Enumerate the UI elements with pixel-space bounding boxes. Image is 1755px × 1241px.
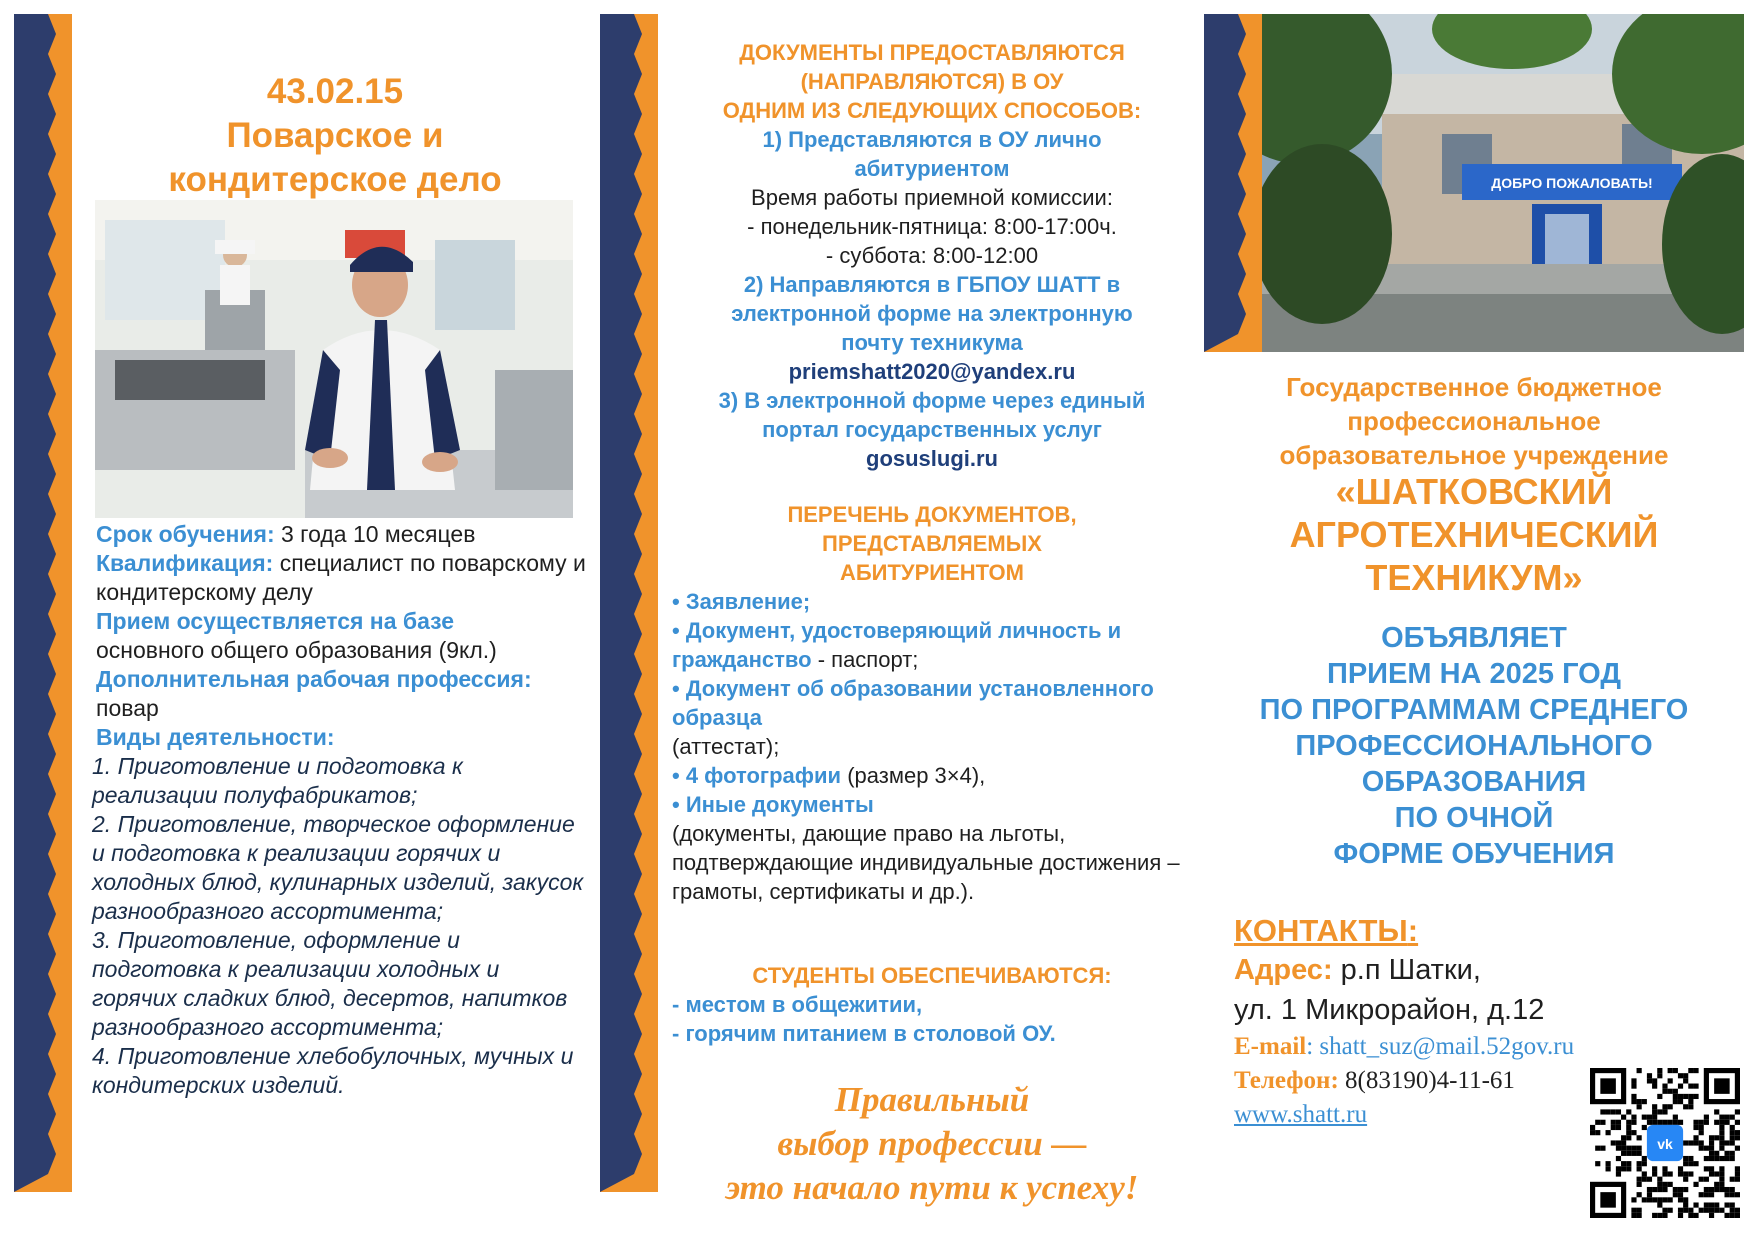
announcement-line4: ПРОФЕССИОНАЛЬНОГО: [1295, 730, 1653, 762]
address-label: Адрес:: [1234, 954, 1333, 986]
study-duration-label: Срок обучения:: [96, 521, 275, 547]
way1-line1: 1) Представляются в ОУ лично: [762, 127, 1102, 152]
address-line2: ул. 1 Микрорайон, д.12: [1234, 994, 1545, 1026]
document-item-other: • Иные документы: [672, 792, 874, 817]
hours-weekdays: - понедельник-пятница: 8:00-17:00ч.: [747, 214, 1117, 239]
hours-saturday: - суббота: 8:00-12:00: [825, 243, 1039, 268]
email-label: E-mail: [1234, 1033, 1307, 1060]
building-sign: ДОБРО ПОЖАЛОВАТЬ!: [1491, 175, 1653, 191]
admission-base-label: Прием осуществляется на базе: [96, 608, 455, 634]
admission-email[interactable]: priemshatt2020@yandex.ru: [788, 359, 1076, 384]
decorative-stripe-right: [1204, 14, 1262, 352]
kitchen-photo-icon: [95, 200, 573, 518]
documents-list-section: [672, 500, 1192, 906]
institution-type-line1: Государственное бюджетное: [1286, 372, 1662, 402]
institution-name-line1: «ШАТКОВСКИЙ: [1335, 471, 1613, 512]
way2-line2: электронной форме на электронную: [731, 301, 1133, 326]
motto-line1: Правильный: [834, 1080, 1030, 1119]
qr-code-icon[interactable]: [1590, 1068, 1740, 1218]
kitchen-photo: [95, 200, 573, 518]
document-item-education: • Документ об образовании установленного образца: [672, 676, 1154, 730]
way1-line2: абитуриентом: [854, 156, 1010, 181]
specialty-info: [92, 520, 586, 1100]
contacts-colon: :: [1407, 913, 1419, 948]
provision-heading: СТУДЕНТЫ ОБЕСПЕЧИВАЮТСЯ:: [752, 963, 1112, 988]
announcement-line2: ПРИЕМ НА 2025 ГОД: [1327, 658, 1621, 690]
way2-line1: 2) Направляются в ГБПОУ ШАТТ в: [743, 272, 1121, 297]
decorative-stripe-middle: [600, 14, 658, 1192]
document-item-education-note: (аттестат);: [672, 734, 780, 759]
institution-type: [1204, 370, 1744, 472]
submission-heading-line2: (НАПРАВЛЯЮТСЯ) В ОУ: [800, 69, 1064, 94]
specialty-code: 43.02.15: [266, 72, 404, 111]
contacts-heading: [1234, 912, 1744, 950]
documents-heading-line1: ПЕРЕЧЕНЬ ДОКУМЕНТОВ,: [787, 502, 1077, 527]
hours-title: Время работы приемной комиссии:: [751, 185, 1113, 210]
submission-heading-line3: ОДНИМ ИЗ СЛЕДУЮЩИХ СПОСОБОВ:: [722, 98, 1142, 123]
specialty-heading: [90, 70, 580, 202]
documents-heading-line2: ПРЕДСТАВЛЯЕМЫХ: [822, 531, 1042, 556]
building-photo: [1262, 14, 1744, 352]
activity-item: 1. Приготовление и подготовка к реализации полуфабрикатов;: [92, 753, 463, 808]
address-line1: р.п Шатки,: [1332, 954, 1481, 986]
document-item-identity-note: - паспорт;: [811, 647, 919, 672]
portal-link[interactable]: gosuslugi.ru: [866, 446, 998, 471]
announcement-line7: ФОРМЕ ОБУЧЕНИЯ: [1333, 838, 1615, 870]
study-duration-value: 3 года 10 месяцев: [274, 521, 476, 547]
provision-dormitory: - местом в общежитии,: [672, 992, 923, 1017]
decorative-stripe-left: [14, 14, 72, 1192]
students-provision-section: [672, 961, 1192, 1048]
motto-line2: выбор профессии —: [777, 1124, 1087, 1163]
extra-profession-value: повар: [96, 695, 159, 721]
document-item-identity: • Документ, удостоверяющий личность и гражданство: [672, 618, 1122, 672]
provision-meals: - горячим питанием в столовой ОУ.: [672, 1021, 1056, 1046]
qualification-value: специалист по поварскому и кондитерскому делу: [96, 550, 586, 605]
email-value[interactable]: : shatt_suz@mail.52gov.ru: [1306, 1033, 1575, 1060]
specialty-title-line1: Поварское и: [226, 116, 444, 155]
submission-heading-line1: ДОКУМЕНТЫ ПРЕДОСТАВЛЯЮТСЯ: [739, 40, 1125, 65]
admission-announcement: [1204, 620, 1744, 872]
institution-name-line3: ТЕХНИКУМ»: [1365, 557, 1583, 598]
website-link[interactable]: www.shatt.ru: [1234, 1101, 1368, 1128]
way3-line1: 3) В электронной форме через единый: [718, 388, 1146, 413]
document-item-photos: • 4 фотографии: [672, 763, 842, 788]
motto-line3: это начало пути к успеху!: [725, 1168, 1139, 1207]
announcement-line1: ОБЪЯВЛЯЕТ: [1381, 622, 1567, 654]
activity-item: 3. Приготовление, оформление и подготовка к реализации холодных и горячих сладких блюд, десертов, напитков разнообразного ассортимента;: [92, 927, 568, 1040]
documents-heading-line3: АБИТУРИЕНТОМ: [839, 560, 1024, 585]
phone-value: 8(83190)4-11-61: [1338, 1067, 1515, 1094]
svg-text:vk: vk: [1657, 1136, 1673, 1152]
announcement-line5: ОБРАЗОВАНИЯ: [1361, 766, 1587, 798]
building-photo-icon: [1262, 14, 1744, 352]
phone-label: Телефон:: [1234, 1067, 1339, 1094]
document-item-other-note: (документы, дающие право на льготы, подтверждающие индивидуальные достижения – грамоты, сертификаты и др.).: [672, 821, 1180, 904]
activity-item: 2. Приготовление, творческое оформление и подготовка к реализации горячих и холодных блюд, кулинарных изделий, закусок разнообразного ассортимента;: [92, 811, 584, 924]
institution-type-line3: образовательное учреждение: [1279, 440, 1669, 470]
institution-name-line2: АГРОТЕХНИЧЕСКИЙ: [1289, 514, 1659, 555]
institution-name: [1204, 470, 1744, 599]
admission-base-value: основного общего образования (9кл.): [96, 637, 497, 663]
announcement-line3: ПО ПРОГРАММАМ СРЕДНЕГО: [1259, 694, 1689, 726]
announcement-line6: ПО ОЧНОЙ: [1394, 802, 1554, 834]
vk-logo-icon: [1647, 1125, 1683, 1161]
motto: [672, 1078, 1192, 1210]
activities-label: Виды деятельности:: [96, 724, 335, 750]
qualification-label: Квалификация:: [96, 550, 274, 576]
extra-profession-label: Дополнительная рабочая профессия:: [96, 666, 532, 692]
specialty-title-line2: кондитерское дело: [168, 160, 502, 199]
document-item-photos-note: (размер 3×4),: [841, 763, 986, 788]
document-item-application: • Заявление;: [672, 589, 811, 614]
submission-section: [672, 38, 1192, 473]
institution-type-line2: профессиональное: [1347, 406, 1601, 436]
activity-item: 4. Приготовление хлебобулочных, мучных и кондитерских изделий.: [92, 1043, 574, 1098]
way3-line2: портал государственных услуг: [762, 417, 1102, 442]
contacts-title: КОНТАКТЫ: [1234, 913, 1408, 948]
way2-line3: почту техникума: [841, 330, 1023, 355]
